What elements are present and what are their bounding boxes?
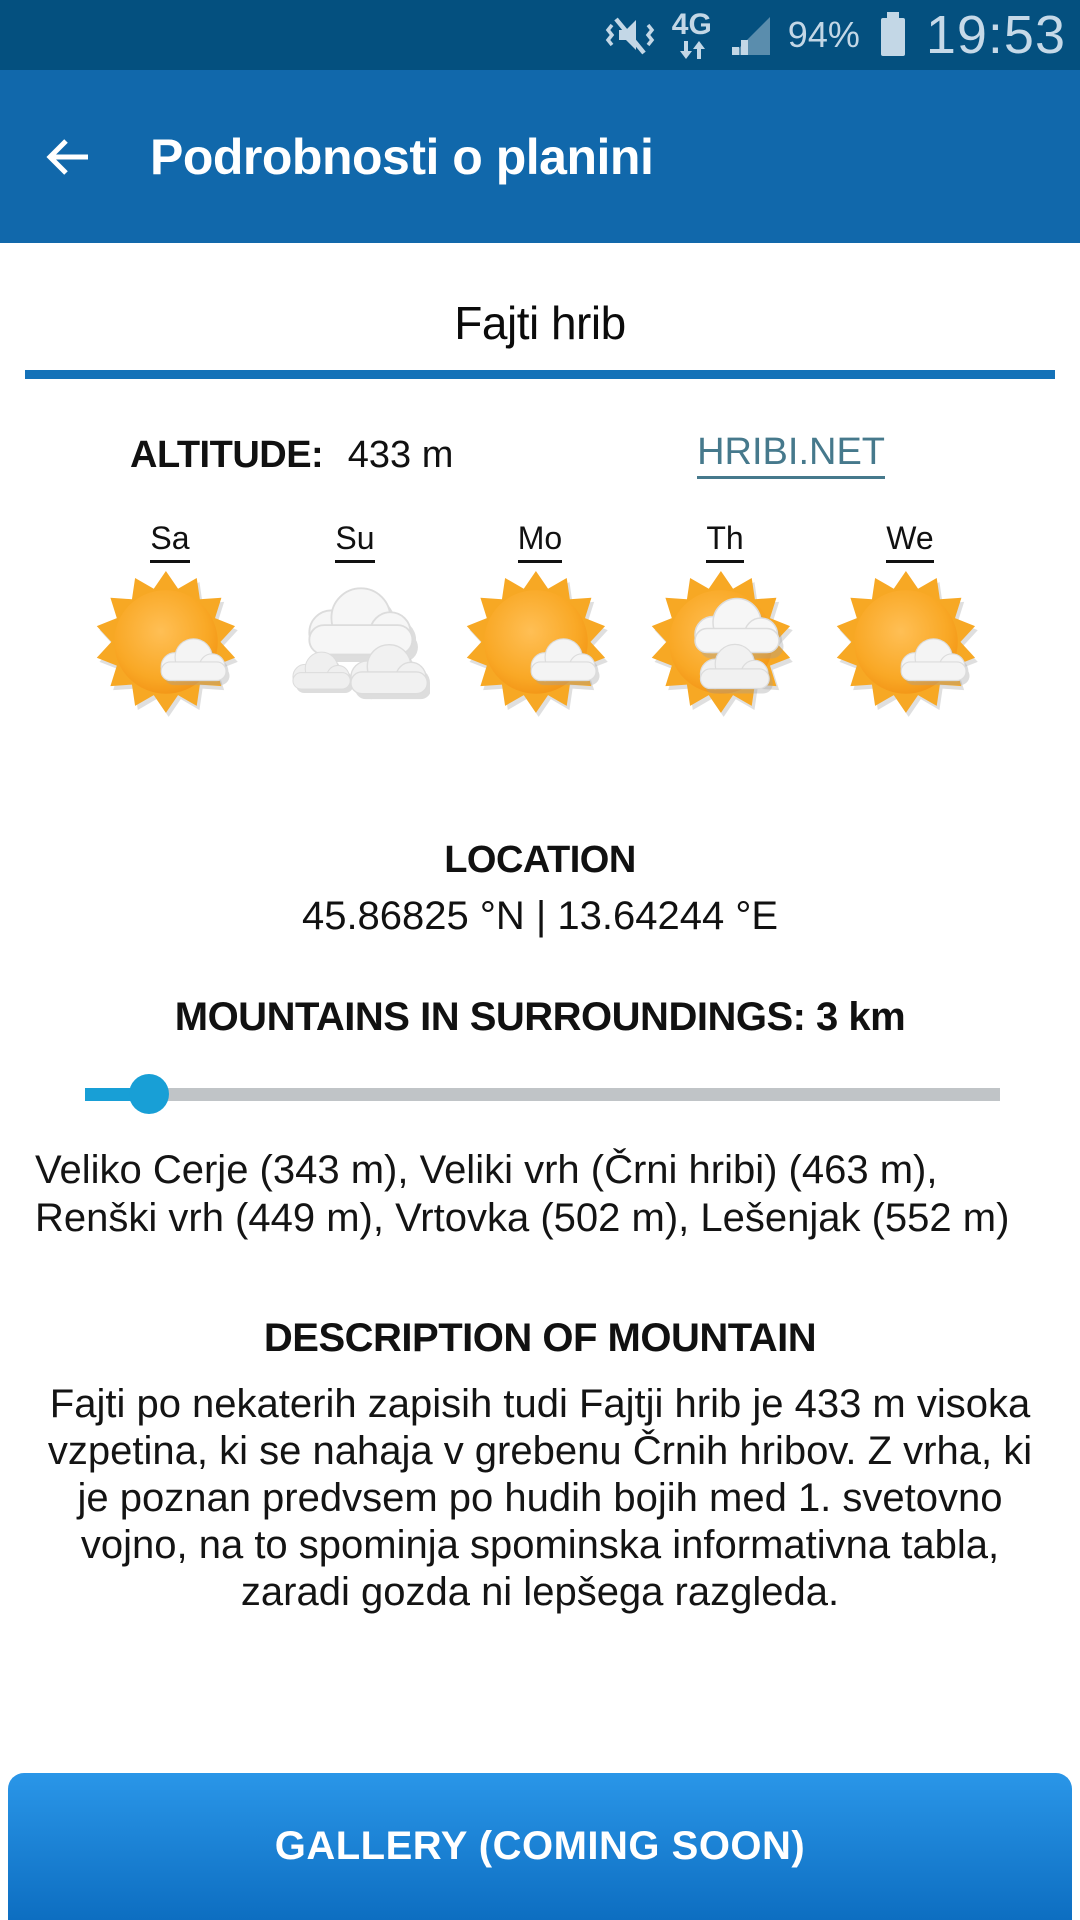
surroundings-header: MOUNTAINS IN SURROUNDINGS: 3 km [174, 995, 906, 1040]
status-bar [0, 0, 1080, 70]
forecast-day [635, 519, 815, 721]
hribi-net-link[interactable]: HRIBI.NET [697, 431, 885, 479]
mountain-name: Fajti hrib [454, 297, 626, 349]
sun-cloud-icon [95, 571, 245, 721]
sun-cloud-icon [465, 571, 615, 721]
app-bar [0, 70, 1080, 243]
forecast-day [450, 519, 630, 721]
data-updown-arrows-icon [675, 40, 709, 60]
signal-strength-icon [728, 13, 772, 57]
day-label: Sa [150, 519, 189, 563]
forecast-day [265, 519, 445, 721]
gallery-button[interactable]: GALLERY (COMING SOON) [8, 1773, 1072, 1920]
description-text: Fajti po nekaterih zapisih tudi Fajtji hrib je 433 m visoka vzpetina, ki se nahaja v grebenu Črnih hribov. Z vrha, ki je poznan predvsem po hudih bojih med 1. svetovno vojno, na to spominja spominska informativna tabla, zaradi gozda ni lepšega razgleda. [47, 1382, 1033, 1615]
day-label: Th [706, 519, 743, 563]
network-type-indicator [672, 10, 712, 60]
page-title: Podrobnosti o planini [150, 128, 654, 185]
back-arrow-icon [42, 131, 94, 183]
back-button[interactable] [42, 131, 94, 183]
altitude-label: ALTITUDE: [130, 433, 324, 476]
mountain-details-panel [0, 243, 1080, 1616]
battery-percent-label: 94% [787, 14, 860, 55]
description-header: DESCRIPTION OF MOUNTAIN [263, 1316, 817, 1361]
clock-label: 19:53 [925, 5, 1066, 65]
altitude-value: 433 m [347, 433, 454, 476]
day-label: Su [335, 519, 374, 563]
weather-forecast [80, 519, 1000, 721]
day-label: Mo [518, 519, 562, 563]
slider-thumb[interactable] [129, 1074, 169, 1114]
location-header: LOCATION [444, 839, 636, 882]
radius-slider[interactable] [85, 1074, 1000, 1114]
day-label: We [886, 519, 933, 563]
sun-cloud-icon [835, 571, 985, 721]
clouds-icon [280, 571, 430, 721]
forecast-day [80, 519, 260, 721]
surrounding-mountains-list: Veliko Cerje (343 m), Veliki vrh (Črni hribi) (463 m), Renški vrh (449 m), Vrtovka (502 m), Lešenjak (552 m) [35, 1148, 1010, 1241]
forecast-day [820, 519, 1000, 721]
coordinates-value: 45.86825 °N | 13.64244 °E [301, 894, 779, 939]
altitude-row [0, 431, 1080, 479]
slider-track[interactable] [85, 1088, 1000, 1101]
title-divider [25, 370, 1055, 379]
battery-icon [876, 10, 910, 60]
mute-vibrate-icon [604, 11, 656, 59]
sun-behind-clouds-icon [650, 571, 800, 721]
network-type-label: 4G [671, 8, 712, 41]
